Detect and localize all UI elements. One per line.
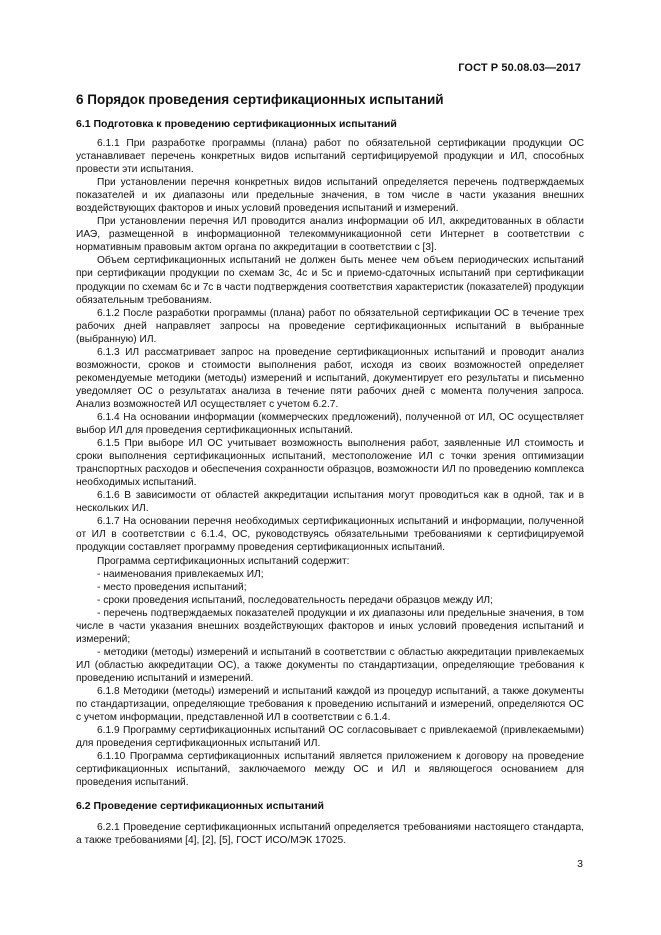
page-number: 3 [577,858,583,870]
paragraph: 6.1.6 В зависимости от областей аккредитации испытания могут проводиться как в одной, так и в нескольких ИЛ. [76,490,584,515]
paragraph: 6.1.5 При выборе ИЛ ОС учитывает возможность выполнения работ, заявленные ИЛ стоимость и сроки выполнения сертификационных испытаний, местоположение ИЛ с точки зрения оптимизации транспортных расходов и обеспечения сохранности образцов, возможности ИЛ по проведению комплекса необходимых испытаний. [76,438,584,489]
subsection-title-6-1: 6.1 Подготовка к проведению сертификационных испытаний [76,118,397,130]
paragraph: 6.1.7 На основании перечня необходимых сертификационных испытаний и информации, полученной от ИЛ в соответствии с 6.1.4, ОС, руководствуясь обязательными требованиями к сертифицируемой продукции составляет программу проведения сертификационных испытаний. [76,516,584,554]
paragraph: 6.1.4 На основании информации (коммерческих предложений), полученной от ИЛ, ОС осуществляет выбор ИЛ для проведения сертификационных испытаний. [76,411,584,437]
paragraph: 6.2.1 Проведение сертификационных испытаний определяется требованиями настоящего стандарта, а также требованиями [4], [2], [5], ГОСТ ИСО/МЭК 17025. [76,822,584,847]
paragraph: 6.1.8 Методики (методы) измерений и испытаний каждой из процедур испытаний, а также документы по стандартизации, определяющие требования к проведению испытаний и измерений, определяются ОС с учетом информации, представленной ИЛ в соответствии с 6.1.4. [76,685,584,724]
paragraph: Объем сертификационных испытаний не должен быть менее чем объем периодических испытаний при сертификации продукции по схемам 3с, 4с и 5с и приемо-сдаточных испытаний при сертификации продукции по схемам 6с и 7с в части подтверждения соответствия характеристик (показателей) продукции обязательным требованиям. [76,255,584,306]
list-item: - наименования привлекаемых ИЛ; [97,568,264,580]
list-item: - место проведения испытаний; [97,581,247,593]
paragraph: При установлении перечня ИЛ проводится анализ информации об ИЛ, аккредитованных в области ИАЭ, размещенной в информационной телекоммуникационной сети Интернет в соответствии с нормативным правовым актом органа по аккредитации в соответствии с [3]. [76,216,584,254]
paragraph: 6.1.10 Программа сертификационных испытаний является приложением к договору на проведение сертификационных испытаний, заключаемого между ОС и ИЛ и являющегося основанием для проведения испытаний. [76,751,584,789]
list-item: - перечень подтверждаемых показателей продукции и их диапазоны или предельные значения, в том числе в части указания внешних воздействующих факторов и иных условий проведения испытаний и измерений; [76,607,584,645]
paragraph: 6.1.9 Программу сертификационных испытаний ОС согласовывает с привлекаемой (привлекаемыми) для проведения сертификационных испытаний ИЛ. [76,725,584,750]
paragraph: 6.1.2 После разработки программы (плана) работ по обязательной сертификации ОС в течение трех рабочих дней направляет запросы на проведение сертификационных испытаний в выбранные (выбранную) ИЛ. [76,307,584,345]
paragraph: 6.1.1 При разработке программы (плана) работ по обязательной сертификации продукции ОС устанавливает перечень конкретных видов испытаний сертифицируемой продукции и ИЛ, способных провести эти испытания. [76,138,584,176]
paragraph: Программа сертификационных испытаний содержит: [97,555,350,567]
subsection-title-6-2: 6.2 Проведение сертификационных испытаний [76,800,324,813]
paragraph: 6.1.3 ИЛ рассматривает запрос на проведение сертификационных испытаний и проводит анализ возможности, сроков и стоимости выполнения работ, исходя из своих возможностей определяет рекомендуемые методики (методы) измерений и испытаний, документирует его результаты и письменно уведомляет ОС о результатах анализа в течение пяти рабочих дней с момента получения запроса. Анализ возможностей ИЛ осуществляет с учетом 6.2.7. [76,346,584,410]
document-code: ГОСТ Р 50.08.03—2017 [458,62,581,74]
section-title: 6 Порядок проведения сертификационных испытаний [76,92,444,107]
list-item: - сроки проведения испытаний, последовательность передачи образцов между ИЛ; [97,594,493,606]
page-content [76,92,584,847]
paragraph: При установлении перечня конкретных видов испытаний определяется перечень подтверждаемых показателей и их диапазоны или предельные значения, в том числе в части указания внешних воздействующих факторов и иных условий проведения испытаний и измерений. [76,177,584,215]
list-item: - методики (методы) измерений и испытаний в соответствии с областью аккредитации привлекаемых ИЛ (областью аккредитации ОС), а также документы по стандартизации, определяющие требования к проведению испытаний и измерений. [76,646,584,684]
